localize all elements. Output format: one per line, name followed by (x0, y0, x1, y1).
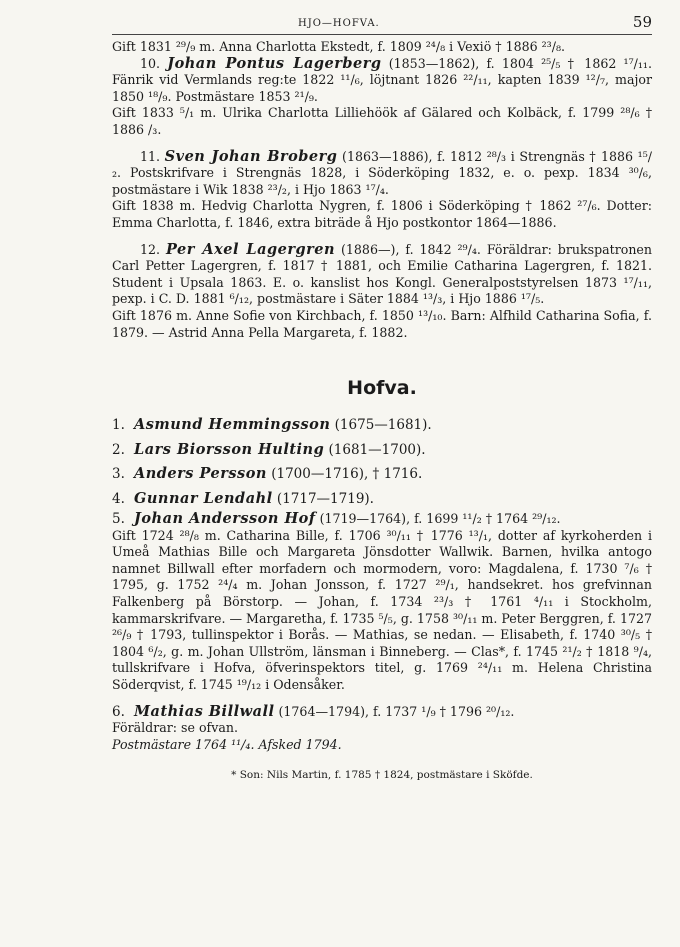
entry-text: (1719—1764), f. 1699 ¹¹/₂ † 1764 ²⁹/₁₂. (315, 511, 561, 527)
person-name: Asmund Hemmingsson (134, 416, 331, 434)
entry-text: (1853—1862), f. 1804 ²⁵/₅ † 1862 ¹⁷/₁₁. Fänrik vid Vermlands reg:te 1822 ¹¹/₆, löjtnant 1826 ²²/₁₁, kapten 1839 ¹²/₇, major 1850 ¹⁸/₉. Postmästare 1853 ²¹/₉. (112, 55, 652, 104)
gift-paragraph: Gift 1833 ⁵/₁ m. Ulrika Charlotta Lilliehöök af Gälared och Kolbäck, f. 1799 ²⁸/₆ † 1886 /₃. (112, 105, 652, 137)
person-name: Johan Pontus Lagerberg (167, 54, 382, 72)
person-name: Sven Johan Broberg (164, 147, 338, 165)
running-title: HJO—HOFVA. (298, 18, 380, 29)
person-name: Per Axel Lagergren (165, 240, 336, 258)
entry-6 (112, 704, 652, 721)
hofva-section (112, 511, 652, 753)
entry-text: (1863—1886), f. 1812 ²⁸/₃ i Strengnäs † 1886 ¹⁵/₂. Postskrifvare i Strengnäs 1828, i Söderköping 1832, e. o. pexp. 1834 ³⁰/₆, postmästare i Wik 1838 ²³/₂, i Hjo 1863 ¹⁷/₄. (112, 148, 652, 197)
entry-10 (112, 56, 652, 106)
entry-number: 12. (140, 241, 161, 257)
entry-12 (112, 242, 652, 308)
entry-number: 5. (112, 511, 125, 528)
person-name: Gunnar Lendahl (134, 489, 273, 507)
hofva-list (112, 413, 652, 511)
entry-number: 11. (140, 148, 161, 164)
section-heading: Hofva. (347, 377, 417, 400)
entry-number: 10. (140, 55, 161, 71)
entry-text: (1886—), f. 1842 ²⁹/₄. Föräldrar: brukspatronen Carl Petter Lagergren, f. 1817 † 1881, och Emilie Catharina Lagergren, f. 1821. Student i Upsala 1863. E. o. kanslist hos Kongl. Generalpoststyrelsen 1873 ¹⁷/₁₁, pexp. i C. D. 1881 ⁶/₁₂, postmästare i Säter 1884 ¹³/₃, i Hjo 1886 ¹⁷/₅. (112, 241, 652, 307)
gift-paragraph: Gift 1831 ²⁹/₉ m. Anna Charlotta Ekstedt, f. 1809 ²⁴/₈ i Vexiö † 1886 ²³/₈. (112, 39, 566, 54)
gift-paragraph: Gift 1724 ²⁸/₈ m. Catharina Bille, f. 1706 ³⁰/₁₁ † 1776 ¹³/₁, dotter af kyrkoherden i Umeå Mathias Bille och Margareta Jönsdotter Wallwik. Barnen, hvilka antogo namnet Billwall efter morfadern och mormodern, voro: Magdalena, f. 1730 ⁷/₆ † 1795, g. 1752 ²⁴/₄ m. Johan Jonsson, f. 1727 ²⁹/₁, handsekret. hos grefvinnan Falkenberg på Börstorp. — Johan, f. 1734 ²³/₃ † 1761 ⁴/₁₁ i Stockholm, kammarskrifvare. — Margaretha, f. 1735 ⁵/₅, g. 1758 ³⁰/₁₁ m. Peter Berggren, f. 1727 ²⁶/₉ † 1793, tullinspektor i Borås. — Mathias, se nedan. — Elisabeth, f. 1740 ³⁰/₅ † 1804 ⁶/₂, g. m. Johan Ullström, länsman i Binneberg. — Clas*, f. 1745 ²¹/₂ † 1818 ⁹/₄, tullskrifvare i Hofva, öfverinspektors titel, g. 1769 ²⁴/₁₁ m. Helena Christina Söderqvist, f. 1745 ¹⁹/₁₂ i Odensåker. (112, 527, 652, 693)
page-number: 59 (632, 13, 652, 31)
entry-5 (112, 511, 652, 528)
person-name: Johan Andersson Hof (134, 510, 316, 528)
running-header (112, 12, 652, 34)
entry-number: 2. (112, 441, 125, 458)
list-item (112, 413, 652, 438)
entry-number: 1. (112, 417, 125, 434)
parents-line: Föräldrar: se ofvan. (112, 720, 238, 736)
entry-text: (1764—1794), f. 1737 ¹/₉ † 1796 ²⁰/₁₂. (274, 703, 515, 719)
list-item (112, 462, 652, 487)
entry-years: (1675—1681). (330, 417, 432, 434)
header-rule (112, 34, 652, 35)
person-name: Anders Persson (134, 465, 267, 483)
footnote: * Son: Nils Martin, f. 1785 † 1824, postmästare i Sköfde. (231, 769, 533, 782)
gift-paragraph: Gift 1876 m. Anne Sofie von Kirchbach, f. 1850 ¹³/₁₀. Barn: Alfhild Catharina Sofia, f. 1879. — Astrid Anna Pella Margareta, f. 1882. (112, 307, 652, 340)
entry-number: 4. (112, 490, 125, 507)
entry-years: (1717—1719). (272, 490, 374, 507)
entry-years: (1700—1716), † 1716. (266, 466, 423, 483)
list-item (112, 438, 652, 463)
hjo-section (112, 39, 652, 341)
postmaster-line: Postmästare 1764 ¹¹/₄. Afsked 1794. (112, 736, 342, 752)
list-item (112, 487, 652, 512)
entry-number: 6. (112, 703, 125, 720)
person-name: Mathias Billwall (134, 702, 275, 720)
gift-paragraph: Gift 1838 m. Hedvig Charlotta Nygren, f. 1806 i Söderköping † 1862 ²⁷/₆. Dotter: Emma Charlotta, f. 1846, extra biträde å Hjo postkontor 1864—1886. (112, 198, 652, 230)
entry-11 (112, 149, 652, 199)
person-name: Lars Biorsson Hulting (134, 440, 325, 458)
entry-years: (1681—1700). (324, 441, 426, 458)
entry-number: 3. (112, 466, 125, 483)
page (112, 12, 652, 781)
